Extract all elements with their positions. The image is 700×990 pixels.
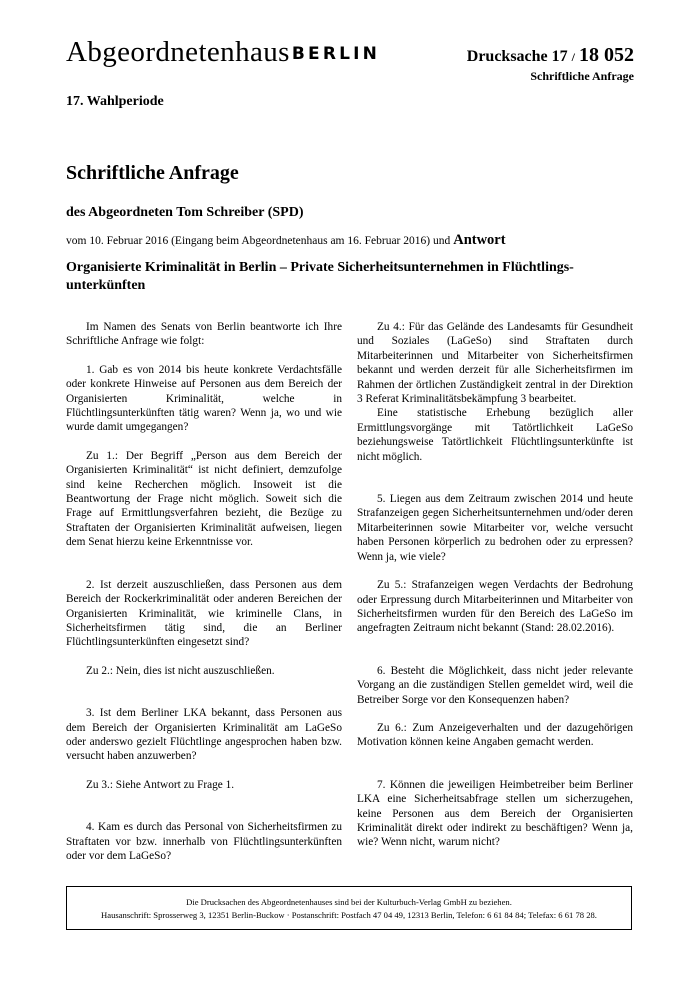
document-type: Schriftliche Anfrage	[530, 69, 634, 83]
question-7: 7. Können die jeweiligen Heimbetreiber beim Berliner LKA eine Sicherheitsabfrage stellen um sicherzugehen, keine Personen aus dem Bereich der Organisierten Kriminalität direkt oder indirekt zu beschäftigen? Wenn ja, wie? Wenn nicht, warum nicht?	[357, 778, 633, 849]
brand-main: Abgeordnetenhaus	[66, 36, 290, 68]
dateline-text: vom 10. Februar 2016 (Eingang beim Abgeordnetenhaus am 16. Februar 2016) und	[66, 235, 451, 247]
answer-4-part-2: Eine statistische Erhebung bezüglich aller Ermittlungsvorgänge mit Tatörtlichkeit LaGeSo beziehungsweise Tatörtlichkeit Flüchtlingsunterkünfte ist nicht möglich.	[357, 407, 633, 463]
footer-line-1: Die Drucksachen des Abgeordnetenhauses sind bei der Kulturbuch-Verlag GmbH zu beziehen.	[186, 897, 512, 907]
answer-3: Zu 3.: Siehe Antwort zu Frage 1.	[86, 778, 235, 791]
answer-2: Zu 2.: Nein, dies ist nicht auszuschließen.	[86, 664, 275, 677]
author-line: des Abgeordneten Tom Schreiber (SPD)	[66, 205, 304, 220]
drucksache-label: Drucksache 17	[466, 48, 568, 65]
parliament-logo	[66, 38, 380, 67]
footer-box	[66, 886, 632, 930]
question-1: 1. Gab es von 2014 bis heute konkrete Verdachtsfälle oder konkrete Hinweise auf Personen aus dem Bereich der Organisierten Kriminalität, welche in Flüchtlingsunterkünften tätig waren? Wenn ja, wo und wie wurde damit umgegangen?	[66, 363, 342, 434]
question-3: 3. Ist dem Berliner LKA bekannt, dass Personen aus dem Bereich der Organisierten Kriminalität am LaGeSo oder anderswo gezielt Flüchtlinge angesprochen haben bzw. versucht haben anzuwerben?	[66, 707, 342, 763]
legislative-period: 17. Wahlperiode	[66, 94, 164, 109]
drucksache-separator: /	[571, 50, 575, 64]
answer-1: Zu 1.: Der Begriff „Person aus dem Bereich der Organisierten Kriminalität“ ist nicht definiert, demzufolge sind keine Recherchen möglich. Insoweit ist die Beantwortung der Frage nicht möglich. Soweit sich die Frage auf Ermittlungsverfahren bezieht, die Bezüge zu Straftaten der Organisierten Kriminalität aufweisen, liegen dem Senat hierzu keine Erkenntnisse vor.	[66, 449, 342, 549]
dateline	[66, 232, 506, 249]
brand-city: BERLIN	[291, 44, 381, 64]
question-5: 5. Liegen aus dem Zeitraum zwischen 2014 und heute Strafanzeigen gegen Sicherheitsunternehmen und/oder deren Mitarbeiterinnen sowie Mitarbeiter vor, welche versucht haben Personen körperlich zu bedrohen oder zu erpressen? Wenn ja, wie viele?	[357, 493, 633, 563]
question-6: 6. Besteht die Möglichkeit, dass nicht jeder relevante Vorgang an die zuständigen Stellen gemeldet wird, weil die Betreiber Sorge vor den Konsequenzen haben?	[357, 664, 633, 706]
question-4: 4. Kam es durch das Personal von Sicherheitsfirmen zu Straftaten vor bzw. innerhalb von Flüchtlingsunterkünften oder vor dem LaGeSo?	[66, 821, 342, 862]
intro-paragraph: Im Namen des Senats von Berlin beantworte ich Ihre Schriftliche Anfrage wie folgt:	[66, 321, 342, 348]
left-column	[66, 320, 342, 863]
subject-title: Organisierte Kriminalität in Berlin – Private Sicherheitsunternehmen in Flüchtlings-unterkünften	[66, 260, 574, 293]
question-2: 2. Ist derzeit auszuschließen, dass Personen aus dem Bereich der Rockerkriminalität oder anderen Bereichen der Organisierten Kriminalität, wie kriminelle Clans, in Sicherheitsfirmen tätig sind, die an Berliner Flüchtlingsunterkünften eingesetzt sind?	[66, 578, 342, 649]
right-column	[357, 320, 633, 850]
answer-label: Antwort	[453, 232, 506, 248]
footer-line-2: Hausanschrift: Sprosserweg 3, 12351 Berlin-Buckow · Postanschrift: Postfach 47 04 49, 12313 Berlin, Telefon: 6 61 84 84; Telefax: 6 61 78 28.	[101, 910, 597, 920]
page-title: Schriftliche Anfrage	[66, 162, 239, 184]
answer-6: Zu 6.: Zum Anzeigeverhalten und der dazugehörigen Motivation können keine Angaben gemacht werden.	[357, 721, 633, 749]
drucksache-number	[467, 44, 634, 67]
answer-5: Zu 5.: Strafanzeigen wegen Verdachts der Bedrohung oder Erpressung durch Mitarbeiterinnen und Mitarbeiter von Sicherheitsfirmen wurden für den Bereich des LaGeSo im angefragten Zeitraum nicht bekannt (Stand: 28.02.2016).	[357, 579, 633, 635]
answer-4-part-1: Zu 4.: Für das Gelände des Landesamts für Gesundheit und Soziales (LaGeSo) sind Straftaten durch Mitarbeiterinnen und Mitarbeiter von Sicherheitsfirmen bekannt und werden derzeit für alle Sicherheitsfirmen im Rahmen der örtlichen Zuständigkeit zentral in der Direktion 3 Referat Kriminalitätsbekämpfung 3 bearbeitet.	[357, 321, 633, 406]
drucksache-value: 18 052	[579, 44, 634, 66]
